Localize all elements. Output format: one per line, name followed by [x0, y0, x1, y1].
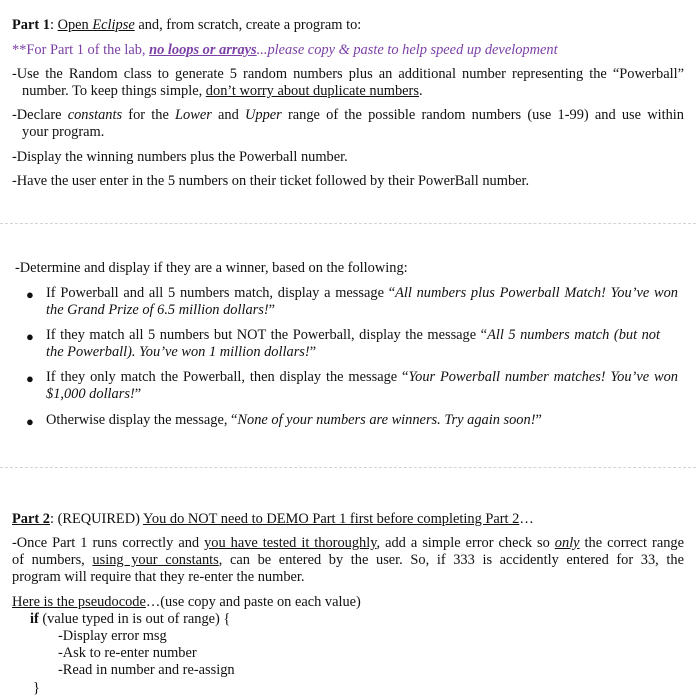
bullet-icon: ●: [26, 329, 34, 344]
part2-paragraph-line1: -Once Part 1 runs correctly and you have tested it thoroughly, add a simple error check so only the correct range: [12, 535, 684, 551]
separator-line: [0, 467, 696, 468]
bullet-powerball-match-cont: $1,000 dollars!”: [46, 386, 142, 402]
determine-intro: -Determine and display if they are a winner, based on the following:: [15, 260, 408, 276]
part1-title: Part 1: Open Eclipse and, from scratch, create a program to:: [12, 17, 362, 33]
pseudocode-close-brace: }: [33, 680, 40, 696]
part2-paragraph-line3: program will require that they re-enter the number.: [12, 569, 305, 585]
pseudocode-heading: Here is the pseudocode…(use copy and paste on each value): [12, 594, 361, 610]
bullet-five-match: If they match all 5 numbers but NOT the Powerball, display the message “All 5 numbers match (but not: [46, 327, 660, 343]
bullet-powerball-match: If they only match the Powerball, then display the message “Your Powerball number matches! You’ve won: [46, 369, 678, 385]
separator-line: [0, 223, 696, 224]
bullet-no-winners: Otherwise display the message, “None of your numbers are winners. Try again soon!”: [46, 412, 542, 428]
bullet-grand-prize: If Powerball and all 5 numbers match, display a message “All numbers plus Powerball Match! You’ve won: [46, 285, 678, 301]
part1-item-enter: -Have the user enter in the 5 numbers on their ticket followed by their PowerBall number.: [12, 173, 530, 189]
part1-note: **For Part 1 of the lab, no loops or arrays...please copy & paste to help speed up development: [12, 42, 558, 58]
part1-item-constants: -Declare constants for the Lower and Upper range of the possible random numbers (use 1-99) and use within: [12, 107, 684, 123]
pseudocode-line: -Read in number and re-assign: [58, 662, 235, 678]
part1-item-random-cont: number. To keep things simple, don’t worry about duplicate numbers.: [22, 83, 423, 99]
bullet-icon: ●: [26, 371, 34, 386]
bullet-icon: ●: [26, 414, 34, 429]
pseudocode-if: if (value typed in is out of range) {: [30, 611, 231, 627]
part1-item-random: -Use the Random class to generate 5 random numbers plus an additional number representing the “Powerball”: [12, 66, 684, 82]
bullet-grand-prize-cont: the Grand Prize of 6.5 million dollars!”: [46, 302, 276, 318]
pseudocode-line: -Ask to re-enter number: [58, 645, 197, 661]
bullet-icon: ●: [26, 287, 34, 302]
part2-title: Part 2: (REQUIRED) You do NOT need to DEMO Part 1 first before completing Part 2…: [12, 511, 534, 527]
part2-paragraph-line2: of numbers, using your constants, can be entered by the user. So, if 333 is accidently entered for 33, the: [12, 552, 684, 568]
pseudocode-line: -Display error msg: [58, 628, 167, 644]
part1-item-constants-cont: your program.: [22, 124, 105, 140]
part1-item-display: -Display the winning numbers plus the Powerball number.: [12, 149, 348, 165]
bullet-five-match-cont: the Powerball). You’ve won 1 million dollars!”: [46, 344, 317, 360]
